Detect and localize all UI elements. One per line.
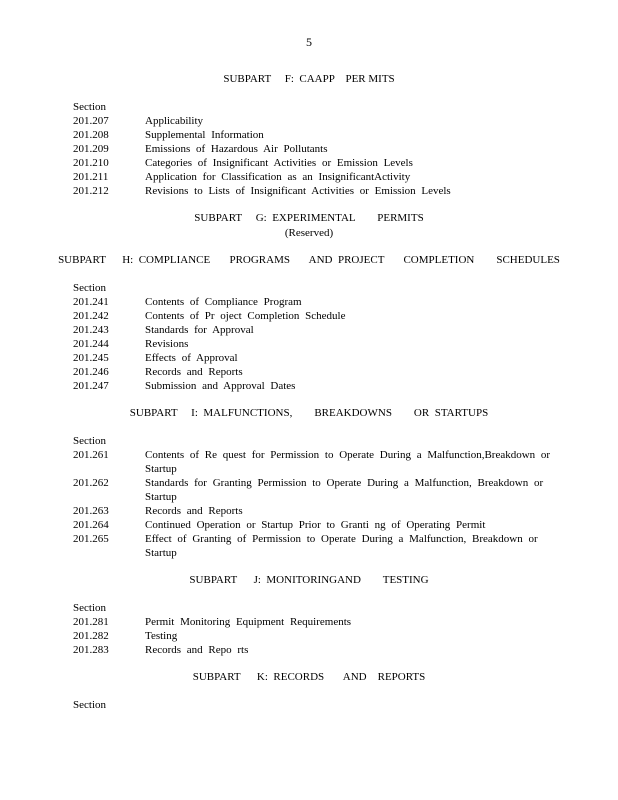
section-title: Records and Repo rts [145, 644, 249, 656]
section-number: 201.281 [73, 616, 109, 628]
section-row [73, 615, 553, 629]
section-title: Testing [145, 630, 178, 642]
section-label: Section [73, 282, 106, 294]
section-row [73, 379, 553, 393]
section-row [73, 629, 553, 643]
section-number: 201.211 [73, 171, 109, 183]
section-title: Records and Reports [145, 366, 243, 378]
section-title: Contents of Compliance Program [145, 296, 302, 308]
section-number: 201.283 [73, 644, 109, 656]
subpart-i-heading: SUBPART I: MALFUNCTIONS, BREAKDOWNS OR STARTUPS [129, 407, 489, 419]
section-label: Section [73, 101, 106, 113]
section-row [73, 518, 553, 532]
section-number: 201.282 [73, 630, 109, 642]
section-number: 201.265 [73, 533, 109, 545]
subpart-g-heading: SUBPART G: EXPERIMENTAL PERMITS [194, 212, 424, 224]
section-row [73, 365, 553, 379]
section-number: 201.262 [73, 477, 109, 489]
section-number: 201.247 [73, 380, 109, 392]
section-title: Application for Classification as an InsignificantActivity [145, 171, 411, 183]
section-title: Records and Reports [145, 505, 243, 517]
section-title: Submission and Approval Dates [145, 380, 296, 392]
section-title: Emissions of Hazardous Air Pollutants [145, 143, 328, 155]
section-number: 201.207 [73, 115, 109, 127]
section-row [73, 309, 553, 323]
section-title: Effects of Approval [145, 352, 238, 364]
section-number: 201.264 [73, 519, 109, 531]
page-number: 5 [306, 35, 312, 49]
section-title: Continued Operation or Startup Prior to Granti ng of Operating Permit [145, 519, 486, 531]
section-number: 201.263 [73, 505, 109, 517]
section-title: Effect of Granting of Permission to Operate During a Malfunction, Breakdown or Startup [145, 533, 538, 559]
subpart-h-section-list [73, 295, 553, 393]
subpart-h-heading: SUBPART H: COMPLIANCE PROGRAMS AND PROJECT COMPLETION SCHEDULES [58, 254, 560, 266]
section-label: Section [73, 699, 106, 711]
section-title: Applicability [145, 115, 204, 127]
section-row [73, 448, 553, 476]
section-number: 201.209 [73, 143, 109, 155]
section-row [73, 532, 553, 560]
section-row [73, 643, 553, 657]
subpart-f-heading: SUBPART F: CAAPP PER MITS [223, 73, 395, 85]
section-row [73, 128, 553, 142]
section-label: Section [73, 435, 106, 447]
section-title: Revisions [145, 338, 189, 350]
section-number: 201.241 [73, 296, 109, 308]
section-title: Categories of Insignificant Activities or Emission Levels [145, 157, 413, 169]
section-title: Permit Monitoring Equipment Requirements [145, 616, 352, 628]
subpart-k-heading: SUBPART K: RECORDS AND REPORTS [192, 671, 426, 683]
section-title: Standards for Approval [145, 324, 254, 336]
reserved-note: (Reserved) [284, 227, 334, 239]
section-row [73, 351, 553, 365]
section-number: 201.212 [73, 185, 109, 197]
section-row [73, 114, 553, 128]
section-number: 201.245 [73, 352, 109, 364]
section-row [73, 476, 553, 504]
subpart-i-section-list [73, 448, 553, 560]
section-row [73, 337, 553, 351]
section-title: Standards for Granting Permission to Operate During a Malfunction, Breakdown or Startup [145, 477, 544, 503]
subpart-j-section-list [73, 615, 553, 657]
section-row [73, 323, 553, 337]
section-title: Supplemental Information [145, 129, 264, 141]
section-number: 201.243 [73, 324, 109, 336]
section-number: 201.244 [73, 338, 109, 350]
section-number: 201.242 [73, 310, 109, 322]
section-number: 201.246 [73, 366, 109, 378]
section-title: Contents of Re quest for Permission to Operate During a Malfunction,Breakdown or Startup [145, 449, 551, 475]
section-row [73, 156, 553, 170]
section-row [73, 184, 553, 198]
section-row [73, 295, 553, 309]
section-row [73, 142, 553, 156]
section-row [73, 504, 553, 518]
subpart-j-heading: SUBPART J: MONITORINGAND TESTING [189, 574, 429, 586]
section-title: Revisions to Lists of Insignificant Activities or Emission Levels [145, 185, 451, 197]
section-number: 201.261 [73, 449, 109, 461]
section-title: Contents of Pr oject Completion Schedule [145, 310, 346, 322]
section-number: 201.210 [73, 157, 109, 169]
section-number: 201.208 [73, 129, 109, 141]
section-row [73, 170, 553, 184]
section-label: Section [73, 602, 106, 614]
subpart-f-section-list [73, 114, 553, 198]
